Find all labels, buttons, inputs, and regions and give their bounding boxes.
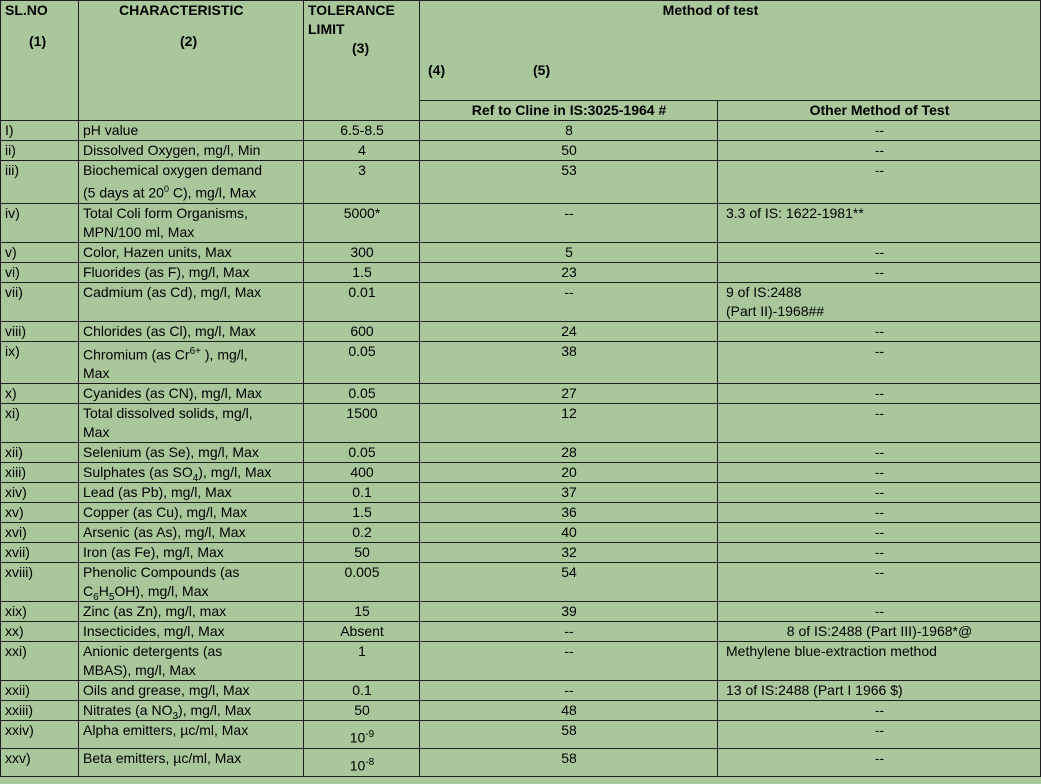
characteristic-cell: Total dissolved solids, mg/l, Max (79, 404, 304, 443)
sl-no-cell: I) (1, 121, 79, 141)
other-method-cell: -- (718, 463, 1041, 483)
tolerance-limit-cell: 1.5 (304, 262, 420, 282)
other-method-cell: -- (718, 242, 1041, 262)
characteristic-cell: Iron (as Fe), mg/l, Max (79, 543, 304, 563)
other-method-cell: -- (718, 404, 1041, 443)
ref-clause-cell: -- (420, 681, 718, 701)
other-method-cell: 3.3 of IS: 1622-1981** (718, 203, 1041, 242)
tolerance-limit-cell: 5000* (304, 203, 420, 242)
tolerance-limit-cell: 600 (304, 321, 420, 341)
characteristic-cell: Oils and grease, mg/l, Max (79, 681, 304, 701)
table-row (1, 203, 1041, 242)
table-row (1, 523, 1041, 543)
tolerance-limit-cell: 0.1 (304, 681, 420, 701)
tolerance-limit-cell: 0.2 (304, 523, 420, 543)
other-method-cell: -- (718, 523, 1041, 543)
sl-no-cell: iv) (1, 203, 79, 242)
ref-clause-cell: 5 (420, 242, 718, 262)
ref-clause-cell: -- (420, 203, 718, 242)
table-row (1, 602, 1041, 622)
sl-no-cell: xii) (1, 443, 79, 463)
ref-clause-cell: -- (420, 282, 718, 321)
characteristic-cell: Beta emitters, µc/ml, Max (79, 748, 304, 776)
characteristic-cell: Phenolic Compounds (as $C_6H_5OH$), mg/l, Max (79, 563, 304, 602)
tolerance-limit-cell: 1500 (304, 404, 420, 443)
other-method-cell: -- (718, 483, 1041, 503)
subheader-ref-clause: Ref to Cline in IS:3025-1964 # (420, 101, 718, 121)
header-method-of-test: Method of test (4) (5) (420, 1, 1041, 101)
ref-clause-cell: -- (420, 642, 718, 681)
table-row (1, 384, 1041, 404)
other-method-cell: 8 of IS:2488 (Part III)-1968*@ (718, 622, 1041, 642)
table-row (1, 642, 1041, 681)
sl-no-cell: xi) (1, 404, 79, 443)
ref-clause-cell: 27 (420, 384, 718, 404)
other-method-cell: -- (718, 141, 1041, 161)
ref-clause-cell: 40 (420, 523, 718, 543)
ref-clause-cell: 37 (420, 483, 718, 503)
ref-clause-cell: 54 (420, 563, 718, 602)
other-method-cell: 9 of IS:2488 (Part II)-1968## (718, 282, 1041, 321)
tolerance-limit-cell: 4 (304, 141, 420, 161)
characteristic-cell: Anionic detergents (as MBAS), mg/l, Max (79, 642, 304, 681)
table-row (1, 721, 1041, 749)
ref-clause-cell: 12 (420, 404, 718, 443)
tolerance-limit-cell: $10^{-9}$ (304, 721, 420, 749)
sl-no-cell: viii) (1, 321, 79, 341)
ref-clause-cell: 32 (420, 543, 718, 563)
tolerance-limit-cell: 50 (304, 543, 420, 563)
table-row (1, 701, 1041, 721)
characteristic-cell: Fluorides (as F), mg/l, Max (79, 262, 304, 282)
characteristic-cell: Chromium (as $Cr^{6+}$ ), mg/l, Max (79, 341, 304, 384)
characteristic-cell: Chlorides (as Cl), mg/l, Max (79, 321, 304, 341)
sl-no-cell: xxiv) (1, 721, 79, 749)
characteristic-cell: Copper (as Cu), mg/l, Max (79, 503, 304, 523)
tolerance-limit-cell: 1.5 (304, 503, 420, 523)
tolerance-limit-cell: 3 (304, 161, 420, 204)
other-method-cell: -- (718, 341, 1041, 384)
table-row (1, 622, 1041, 642)
characteristic-cell: Total Coli form Organisms, MPN/100 ml, Max (79, 203, 304, 242)
ref-clause-cell: 53 (420, 161, 718, 204)
table-row (1, 161, 1041, 204)
sl-no-cell: xvi) (1, 523, 79, 543)
sl-no-cell: xxv) (1, 748, 79, 776)
characteristic-cell: Color, Hazen units, Max (79, 242, 304, 262)
sl-no-cell: xv) (1, 503, 79, 523)
table-row (1, 341, 1041, 384)
table-row (1, 503, 1041, 523)
characteristic-cell: Selenium (as Se), mg/l, Max (79, 443, 304, 463)
ref-clause-cell: 58 (420, 748, 718, 776)
tolerance-limit-cell: 0.05 (304, 384, 420, 404)
table-row (1, 748, 1041, 776)
tolerance-limit-cell: 0.05 (304, 443, 420, 463)
other-method-cell: -- (718, 503, 1041, 523)
sl-no-cell: ii) (1, 141, 79, 161)
sl-no-cell: xxiii) (1, 701, 79, 721)
tolerance-limit-cell: Absent (304, 622, 420, 642)
table-row (1, 483, 1041, 503)
characteristic-cell: Sulphates (as $SO_4$), mg/l, Max (79, 463, 304, 483)
table-row (1, 282, 1041, 321)
sl-no-cell: ix) (1, 341, 79, 384)
sl-no-cell: xx) (1, 622, 79, 642)
characteristic-cell: Cyanides (as CN), mg/l, Max (79, 384, 304, 404)
ref-clause-cell: -- (420, 622, 718, 642)
other-method-cell: -- (718, 721, 1041, 749)
other-method-cell: -- (718, 563, 1041, 602)
tolerance-limit-cell: 1 (304, 642, 420, 681)
characteristic-cell: pH value (79, 121, 304, 141)
ref-clause-cell: 20 (420, 463, 718, 483)
tolerance-limit-cell: 0.005 (304, 563, 420, 602)
sl-no-cell: v) (1, 242, 79, 262)
tolerance-limit-cell: 400 (304, 463, 420, 483)
ref-clause-cell: 28 (420, 443, 718, 463)
sl-no-cell: xvii) (1, 543, 79, 563)
sl-no-cell: vi) (1, 262, 79, 282)
other-method-cell: -- (718, 262, 1041, 282)
sl-no-cell: xiii) (1, 463, 79, 483)
other-method-cell: -- (718, 321, 1041, 341)
other-method-cell: -- (718, 384, 1041, 404)
sl-no-cell: xiv) (1, 483, 79, 503)
characteristic-cell: Nitrates (a $NO_3$), mg/l, Max (79, 701, 304, 721)
table-row (1, 463, 1041, 483)
characteristic-cell: Insecticides, mg/l, Max (79, 622, 304, 642)
sl-no-cell: xix) (1, 602, 79, 622)
table-row (1, 543, 1041, 563)
characteristic-cell: Dissolved Oxygen, mg/l, Min (79, 141, 304, 161)
characteristic-cell: Biochemical oxygen demand (5 days at $20^0$ C), mg/l, Max (79, 161, 304, 204)
ref-clause-cell: 48 (420, 701, 718, 721)
characteristic-cell: Zinc (as Zn), mg/l, max (79, 602, 304, 622)
ref-clause-cell: 50 (420, 141, 718, 161)
header-characteristic: CHARACTERISTIC (2) (79, 1, 304, 121)
sl-no-cell: xxi) (1, 642, 79, 681)
tolerance-limit-cell: 0.05 (304, 341, 420, 384)
sl-no-cell: iii) (1, 161, 79, 204)
tolerance-limit-cell: 0.1 (304, 483, 420, 503)
ref-clause-cell: 39 (420, 602, 718, 622)
table-row (1, 321, 1041, 341)
characteristic-cell: Alpha emitters, µc/ml, Max (79, 721, 304, 749)
characteristic-cell: Cadmium (as Cd), mg/l, Max (79, 282, 304, 321)
header-sl-no: SL.NO (1) (1, 1, 79, 121)
other-method-cell: -- (718, 121, 1041, 141)
tolerance-limit-cell: 50 (304, 701, 420, 721)
other-method-cell: -- (718, 443, 1041, 463)
table-row (1, 242, 1041, 262)
ref-clause-cell: 58 (420, 721, 718, 749)
other-method-cell: -- (718, 748, 1041, 776)
other-method-cell: -- (718, 701, 1041, 721)
other-method-cell: Methylene blue-extraction method (718, 642, 1041, 681)
ref-clause-cell: 8 (420, 121, 718, 141)
table-row (1, 563, 1041, 602)
header-num-4: (4) (428, 62, 446, 78)
table-row (1, 681, 1041, 701)
tolerance-limit-cell: $10^{-8}$ (304, 748, 420, 776)
ref-clause-cell: 23 (420, 262, 718, 282)
characteristic-cell: Arsenic (as As), mg/l, Max (79, 523, 304, 543)
tolerance-limit-cell: 0.01 (304, 282, 420, 321)
sl-no-cell: x) (1, 384, 79, 404)
ref-clause-cell: 38 (420, 341, 718, 384)
other-method-cell: -- (718, 543, 1041, 563)
header-num-5: (5) (533, 62, 551, 78)
ref-clause-cell: 24 (420, 321, 718, 341)
sl-no-cell: xxii) (1, 681, 79, 701)
header-tolerance-limit: TOLERANCE LIMIT (3) (304, 1, 420, 121)
sl-no-cell: xviii) (1, 563, 79, 602)
characteristic-cell: Lead (as Pb), mg/l, Max (79, 483, 304, 503)
subheader-other-method: Other Method of Test (718, 101, 1041, 121)
tolerance-limit-cell: 300 (304, 242, 420, 262)
sl-no-cell: vii) (1, 282, 79, 321)
table-row (1, 141, 1041, 161)
tolerance-limit-cell: 15 (304, 602, 420, 622)
table-row (1, 262, 1041, 282)
tolerance-limit-cell: 6.5-8.5 (304, 121, 420, 141)
table-row (1, 404, 1041, 443)
other-method-cell: -- (718, 161, 1041, 204)
ref-clause-cell: 36 (420, 503, 718, 523)
table-row (1, 443, 1041, 463)
table-row (1, 121, 1041, 141)
header-row (1, 1, 1041, 101)
other-method-cell: 13 of IS:2488 (Part I 1966 $) (718, 681, 1041, 701)
other-method-cell: -- (718, 602, 1041, 622)
